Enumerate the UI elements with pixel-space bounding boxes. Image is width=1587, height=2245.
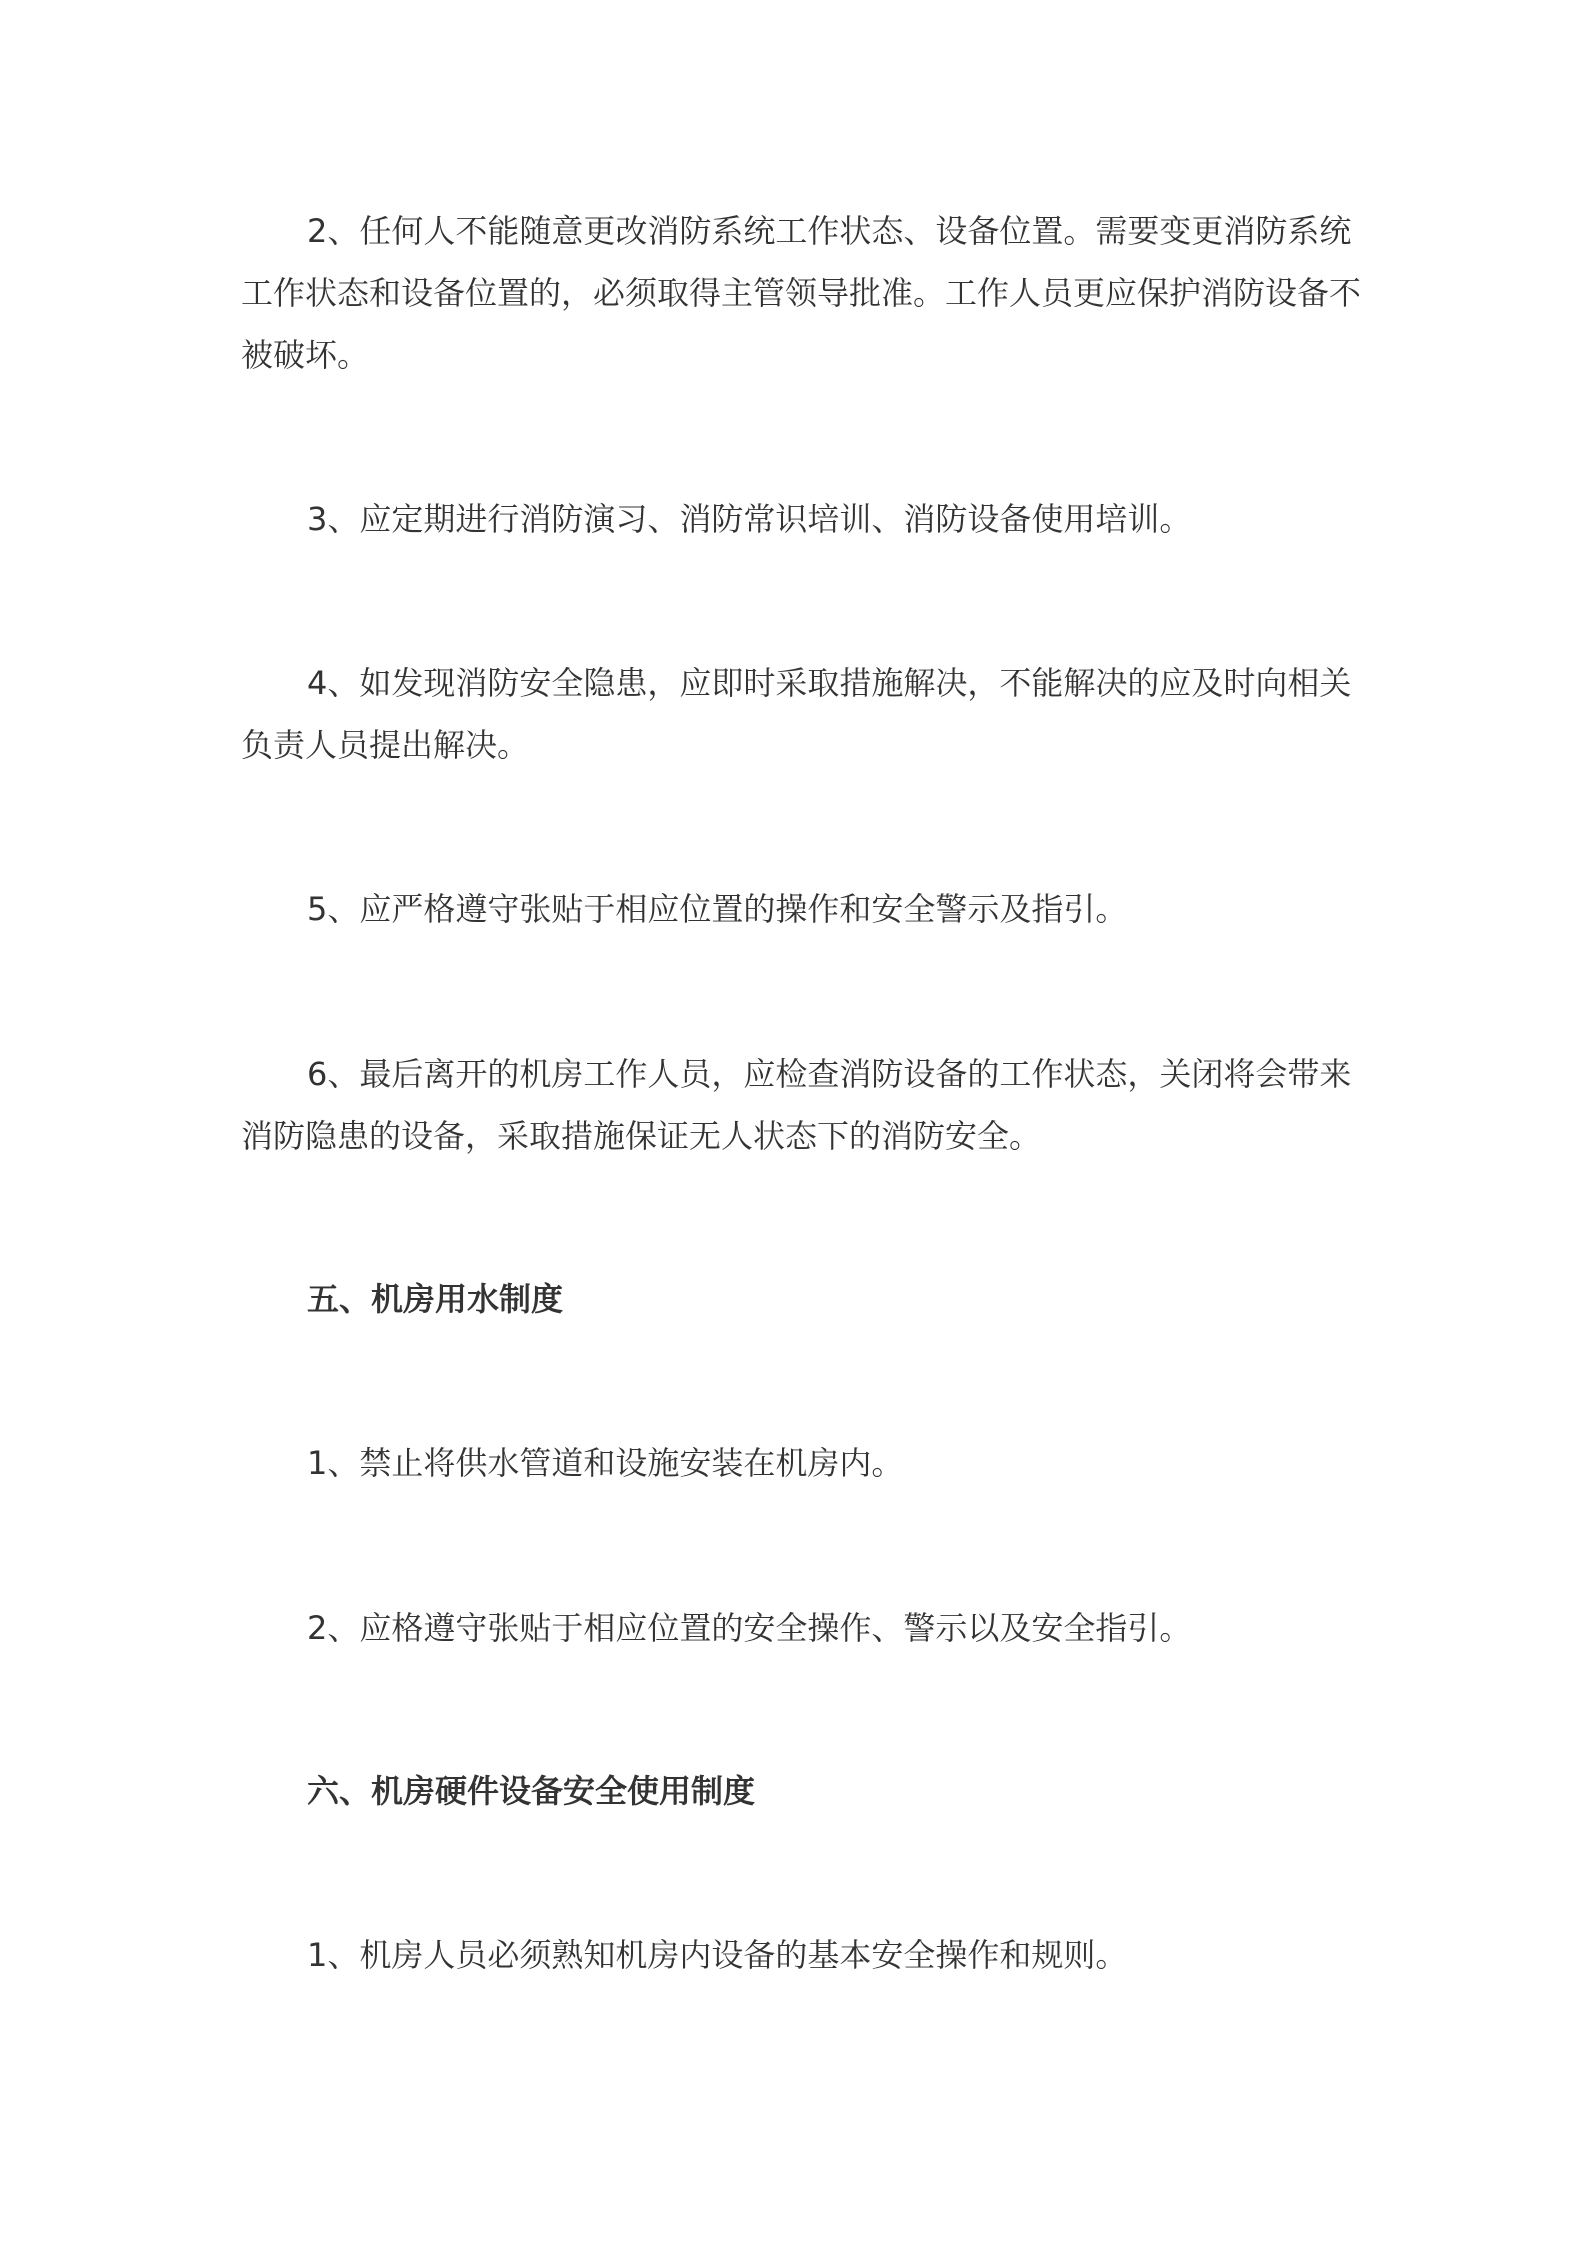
section-heading-hardware bbox=[241, 1760, 1371, 1822]
text-line: 被破坏。 bbox=[241, 336, 370, 374]
paragraph-fire-rule-2 bbox=[241, 200, 1371, 386]
paragraph-fire-rule-3 bbox=[241, 488, 1371, 550]
text-line: 负责人员提出解决。 bbox=[241, 726, 530, 764]
paragraph-fire-rule-5 bbox=[241, 878, 1371, 940]
text-line: 2、应格遵守张贴于相应位置的安全操作、警示以及安全指引。 bbox=[307, 1609, 1192, 1647]
text-line: 6、最后离开的机房工作人员，应检查消防设备的工作状态，关闭将会带来 bbox=[307, 1055, 1352, 1093]
heading-text: 六、机房硬件设备安全使用制度 bbox=[307, 1772, 756, 1810]
text-line: 4、如发现消防安全隐患，应即时采取措施解决，不能解决的应及时向相关 bbox=[307, 664, 1352, 702]
text-line: 消防隐患的设备，采取措施保证无人状态下的消防安全。 bbox=[241, 1117, 1042, 1155]
heading-text: 五、机房用水制度 bbox=[307, 1280, 564, 1318]
paragraph-water-rule-2 bbox=[241, 1597, 1371, 1659]
paragraph-fire-rule-4 bbox=[241, 652, 1371, 776]
paragraph-fire-rule-6 bbox=[241, 1043, 1371, 1167]
text-line: 3、应定期进行消防演习、消防常识培训、消防设备使用培训。 bbox=[307, 500, 1192, 538]
text-line: 2、任何人不能随意更改消防系统工作状态、设备位置。需要变更消防系统 bbox=[307, 212, 1352, 250]
text-line: 5、应严格遵守张贴于相应位置的操作和安全警示及指引。 bbox=[307, 890, 1128, 928]
paragraph-water-rule-1 bbox=[241, 1432, 1371, 1494]
text-line: 1、机房人员必须熟知机房内设备的基本安全操作和规则。 bbox=[307, 1936, 1128, 1974]
text-line: 1、禁止将供水管道和设施安装在机房内。 bbox=[307, 1444, 904, 1482]
text-line: 工作状态和设备位置的，必须取得主管领导批准。工作人员更应保护消防设备不 bbox=[241, 274, 1362, 312]
paragraph-hardware-rule-1 bbox=[241, 1924, 1371, 1986]
section-heading-water bbox=[241, 1268, 1371, 1330]
